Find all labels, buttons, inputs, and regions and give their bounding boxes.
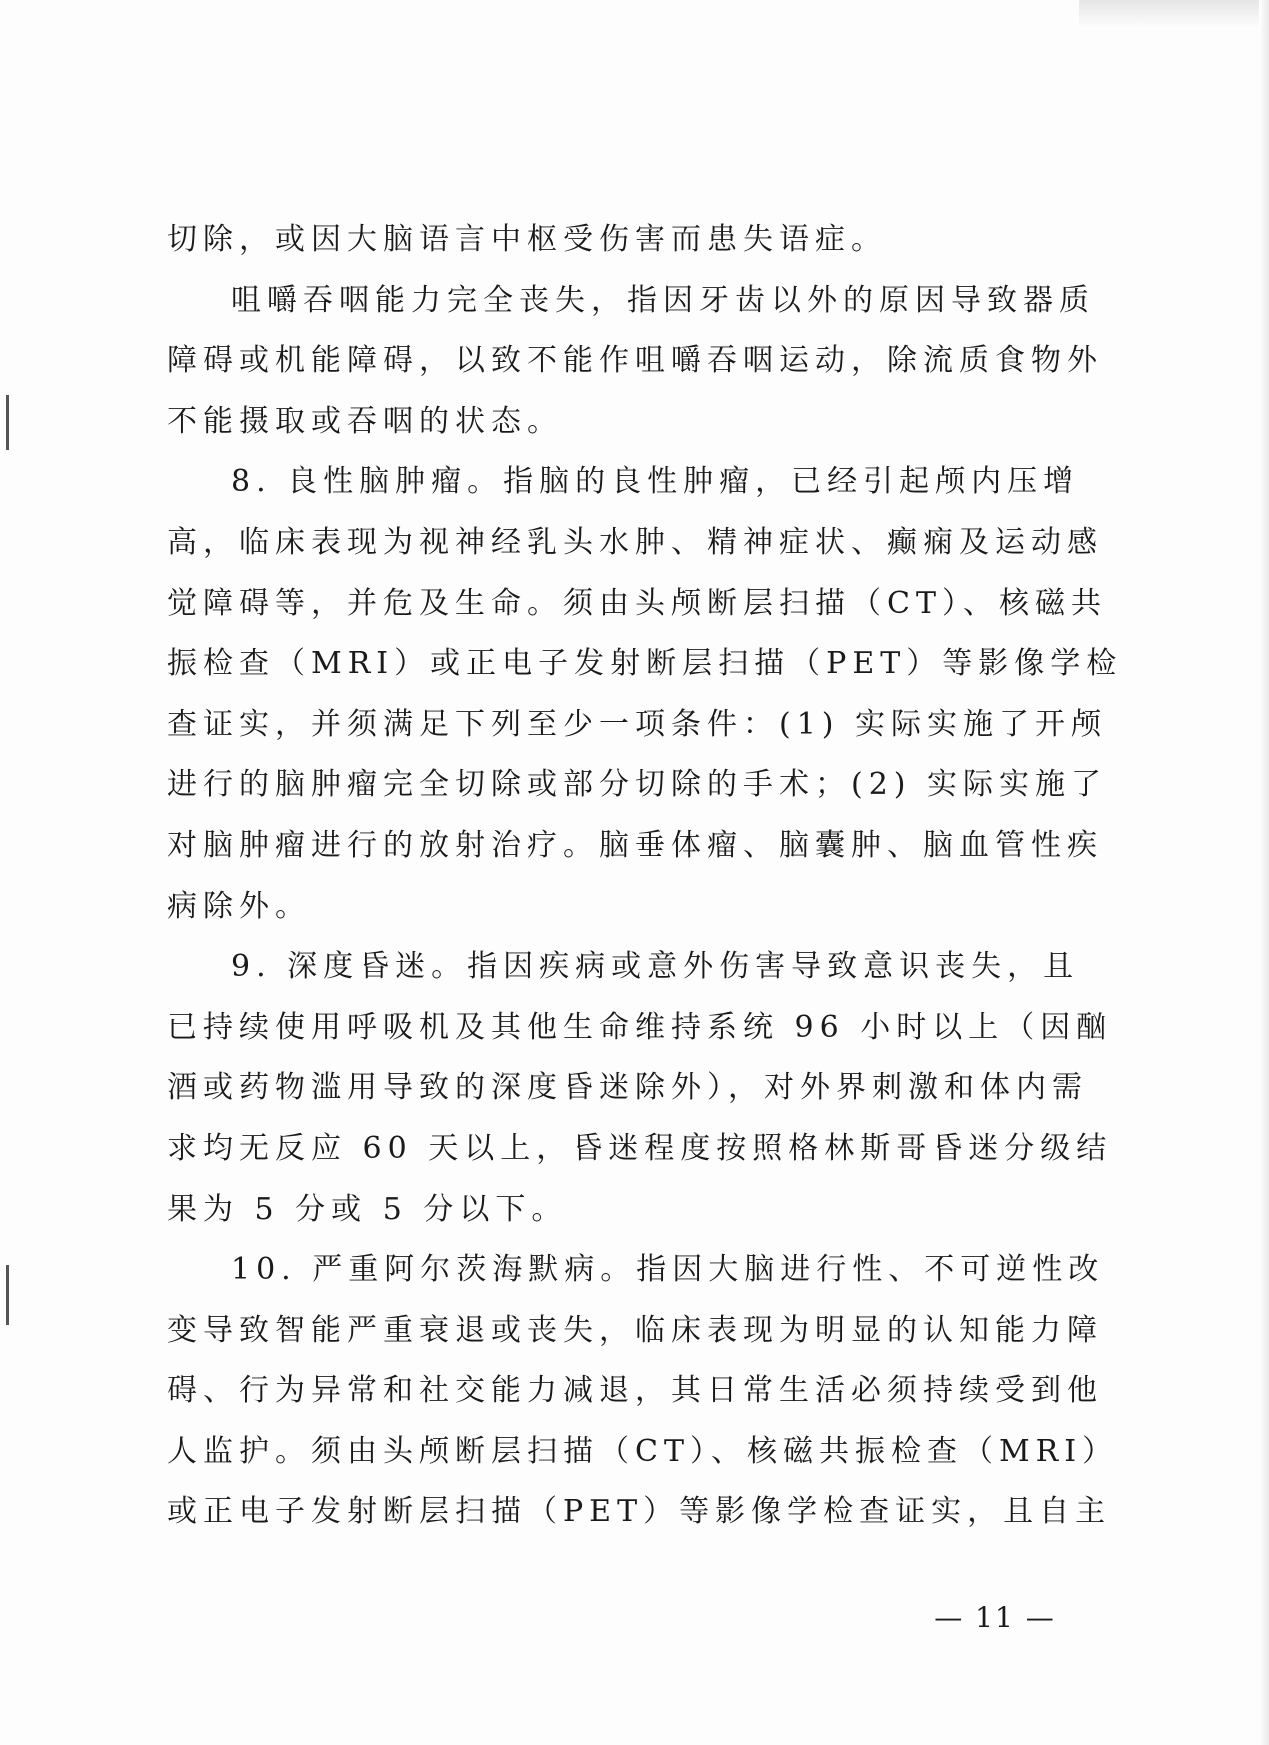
text-line: 已持续使用呼吸机及其他生命维持系统 96 小时以上（因酗 xyxy=(167,1009,1113,1045)
page-number: — 11 — xyxy=(934,1601,1056,1634)
text-line: 查证实，并须满足下列至少一项条件：(1) 实际实施了开颅 xyxy=(167,706,1108,742)
text-line: 不能摄取或吞咽的状态。 xyxy=(167,403,563,439)
text-line: 高，临床表现为视神经乳头水肿、精神症状、癫痫及运动感 xyxy=(167,524,1103,560)
text-line: 进行的脑肿瘤完全切除或部分切除的手术；(2) 实际实施了 xyxy=(167,767,1108,803)
text-line: 或正电子发射断层扫描（PET）等影像学检查证实，且自主 xyxy=(167,1494,1112,1530)
text-line: 酒或药物滥用导致的深度昏迷除外），对外界刺激和体内需 xyxy=(167,1070,1088,1106)
text-line: 人监护。须由头颅断层扫描（CT）、核磁共振检查（MRI） xyxy=(167,1433,1119,1469)
text-line: 障碍或机能障碍，以致不能作咀嚼吞咽运动，除流质食物外 xyxy=(167,343,1103,379)
text-line: 振检查（MRI）或正电子发射断层扫描（PET）等影像学检 xyxy=(167,646,1123,682)
body-text xyxy=(167,210,1123,1543)
text-line: 病除外。 xyxy=(167,888,311,924)
paragraph-start-line: 10. 严重阿尔茨海默病。指因大脑进行性、不可逆性改 xyxy=(231,1252,1105,1288)
binding-mark xyxy=(6,395,9,450)
text-line: 果为 5 分或 5 分以下。 xyxy=(167,1191,568,1227)
text-line: 变导致智能严重衰退或丧失，临床表现为明显的认知能力障 xyxy=(167,1312,1103,1348)
text-line: 对脑肿瘤进行的放射治疗。脑垂体瘤、脑囊肿、脑血管性疾 xyxy=(167,827,1103,863)
text-line: 碍、行为异常和社交能力减退，其日常生活必须持续受到他 xyxy=(167,1373,1103,1409)
paragraph-start-line: 9. 深度昏迷。指因疾病或意外伤害导致意识丧失，且 xyxy=(231,949,1080,985)
text-line: 切除，或因大脑语言中枢受伤害而患失语症。 xyxy=(167,222,887,257)
scan-edge xyxy=(1259,0,1269,1745)
paragraph-start-line: 咀嚼吞咽能力完全丧失，指因牙齿以外的原因导致器质 xyxy=(231,282,1095,318)
text-line: 觉障碍等，并危及生命。须由头颅断层扫描（CT）、核磁共 xyxy=(167,585,1107,621)
corner-shadow xyxy=(1079,0,1259,28)
binding-mark xyxy=(6,1265,9,1325)
paragraph-start-line: 8. 良性脑肿瘤。指脑的良性肿瘤，已经引起颅内压增 xyxy=(231,464,1080,500)
text-line: 求均无反应 60 天以上，昏迷程度按照格林斯哥昏迷分级结 xyxy=(167,1130,1113,1166)
